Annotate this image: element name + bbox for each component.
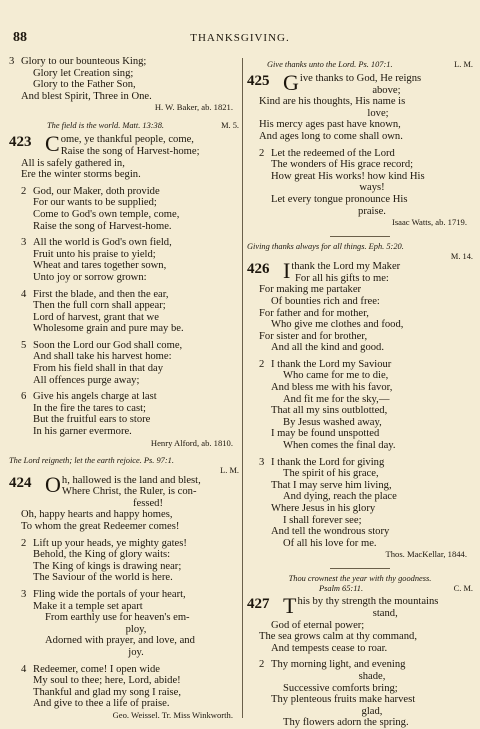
page-header — [0, 30, 480, 46]
line: I shall forever see; — [283, 514, 362, 526]
line: Fruit unto his praise to yield; — [33, 248, 156, 260]
line: For our wants to be supplied; — [33, 197, 157, 209]
meter: L. M. — [220, 465, 239, 475]
hymn-number: 424 — [9, 474, 32, 491]
verse — [247, 359, 473, 452]
hymn-heading-line-2 — [247, 584, 473, 594]
attribution: Geo. Weissel. Tr. Miss Winkworth. — [112, 709, 233, 720]
line: praise. — [358, 205, 386, 217]
line: Who came for me to die, — [283, 370, 389, 382]
verse-number: 2 — [259, 358, 265, 370]
line: And ages long to come shall own. — [259, 130, 403, 142]
line: Make it a temple set apart — [33, 600, 143, 612]
line: Let the redeemed of the Lord — [271, 147, 395, 159]
verse-number: 4 — [21, 288, 27, 300]
verse — [9, 391, 239, 437]
line: From his field shall in that day — [33, 363, 164, 375]
line: Thy plenteous fruits make harvest — [271, 694, 416, 706]
scripture-ref: Psalm 65:11. — [319, 584, 364, 594]
line: Soon the Lord our God shall come, — [33, 339, 183, 351]
verse-number: 4 — [21, 663, 27, 675]
line: above; — [372, 84, 401, 96]
line: All offences purge away; — [33, 374, 140, 386]
line: And tell the wondrous story — [271, 526, 390, 538]
line: All the world is God's own field, — [33, 237, 172, 249]
line: From earthly use for heaven's em- — [45, 612, 190, 624]
line: stand, — [372, 607, 398, 619]
line: For all his gifts to me: — [295, 272, 389, 284]
line: Give his angels charge at last — [33, 391, 157, 403]
line: The wonders of His grace record; — [271, 159, 414, 171]
line: ome, ye thankful people, come, — [60, 134, 194, 146]
line: My soul to thee; here, Lord, abide! — [33, 675, 181, 687]
hymn-426 — [247, 258, 473, 354]
verse — [9, 589, 239, 659]
line: That all my sins outblotted, — [271, 405, 388, 417]
line: Redeemer, come! I open wide — [33, 663, 160, 675]
line: And dying, reach the place — [283, 491, 397, 503]
hymn-number: 426 — [247, 261, 270, 278]
scripture-ref: Giving thanks always for all things. Eph. 5:20. — [247, 242, 404, 252]
line: fessed! — [133, 497, 164, 509]
line: love; — [367, 107, 389, 119]
line: I thank the Lord my Saviour — [271, 358, 392, 370]
verse — [9, 340, 239, 386]
line: Ere the winter storms begin. — [21, 169, 141, 181]
drop-cap: C — [45, 131, 60, 157]
section-rule — [330, 568, 390, 569]
line: And bless me with his favor, — [271, 382, 393, 394]
line: I thank the Lord for giving — [271, 456, 385, 468]
verse-number: 3 — [259, 456, 265, 468]
line: The sea grows calm at thy command, — [259, 631, 417, 643]
running-head: THANKSGIVING. — [190, 32, 290, 44]
verse — [247, 148, 473, 218]
line: I may be found unspotted — [271, 428, 380, 440]
line: The King of kings is drawing near; — [33, 560, 182, 572]
line: Oh, happy hearts and happy homes, — [21, 509, 173, 521]
line: And all the kind and good. — [271, 342, 384, 354]
line: Of bounties rich and free: — [271, 295, 380, 307]
verse-number: 6 — [21, 391, 27, 403]
line: Then the full corn shall appear; — [33, 300, 166, 312]
attribution: Isaac Watts, ab. 1719. — [391, 217, 467, 228]
line: Lift up your heads, ye mighty gates! — [33, 537, 187, 549]
line: The spirit of his grace, — [283, 468, 379, 480]
meter: M. 14. — [450, 252, 473, 262]
verse — [247, 659, 473, 729]
verse-number: 3 — [21, 588, 27, 600]
line: That I may serve him living, — [271, 479, 392, 491]
verse — [9, 289, 239, 335]
hymn-427 — [247, 593, 473, 654]
line: his by thy strength the mountains — [297, 596, 439, 608]
verse-number: 5 — [21, 339, 27, 351]
line: Glory to the Father Son, — [33, 79, 136, 91]
line: And give to thee a life of praise. — [33, 698, 170, 710]
line: His mercy ages past have known, — [259, 119, 401, 131]
hymn-424 — [9, 471, 239, 533]
scripture-ref: The field is the world. Matt. 13:38. — [47, 121, 165, 131]
line: Of all his love for me. — [283, 537, 377, 549]
line: joy. — [128, 646, 144, 658]
verse-number: 2 — [259, 659, 265, 671]
line: Kind are his thoughts, His name is — [259, 96, 406, 108]
line: In the fire the tares to cast; — [33, 402, 146, 414]
drop-cap: T — [283, 593, 297, 619]
line: And blest Spirit, Three in One. — [21, 90, 152, 102]
verse — [9, 186, 239, 232]
line: Thankful and glad my song I raise, — [33, 686, 181, 698]
meter: L. M. — [454, 60, 473, 69]
line: And tempests cease to roar. — [271, 642, 388, 654]
line: To whom the great Redeemer comes! — [21, 521, 180, 532]
line: ways! — [359, 182, 385, 194]
verse — [9, 538, 239, 584]
drop-cap: G — [283, 70, 299, 95]
verse-number: 3 — [21, 237, 27, 249]
line: All is safely gathered in, — [21, 157, 125, 169]
line: Unto joy or sorrow grown: — [33, 271, 147, 283]
prev-hymn-verse — [9, 56, 239, 102]
line: glad, — [361, 705, 383, 717]
line: Wheat and tares together sown, — [33, 260, 167, 272]
hymn-heading — [247, 242, 473, 252]
meter: M. 5. — [221, 121, 239, 131]
line: Glory to our bounteous King; — [21, 56, 147, 67]
line: Adorned with prayer, and love, and — [45, 635, 195, 647]
column-divider — [242, 58, 243, 718]
hymn-423 — [9, 131, 239, 181]
attribution: Henry Alford, ab. 1810. — [150, 437, 233, 448]
drop-cap: O — [45, 471, 61, 497]
line: When comes the final day. — [283, 440, 396, 452]
line: In his garner evermore. — [33, 426, 132, 438]
line: shade, — [358, 670, 386, 682]
line: Come to God's own temple, come, — [33, 208, 180, 220]
right-column — [247, 60, 473, 729]
line: Let every tongue pronounce His — [271, 193, 408, 205]
line: God, our Maker, doth provide — [33, 185, 160, 197]
line: By Jesus washed away, — [283, 416, 382, 428]
drop-cap: I — [283, 258, 291, 284]
line: God of eternal power; — [271, 619, 365, 631]
scripture-ref: The Lord reigneth; let the earth rejoice. Ps. 97:1. — [9, 455, 174, 465]
line: Fling wide the portals of your heart, — [33, 588, 186, 600]
line: Thy flowers adorn the spring. — [283, 717, 409, 729]
meter: C. M. — [453, 584, 473, 594]
line: First the blade, and then the ear, — [33, 288, 169, 300]
hymn-heading: Thou crownest the year with thy goodness. — [288, 574, 432, 584]
line: ive thanks to God, He reigns — [299, 73, 422, 84]
hymn-heading — [247, 60, 473, 70]
line: For father and for mother, — [259, 307, 369, 319]
line: Glory let Creation sing; — [33, 67, 134, 79]
line: And shall take his harvest home: — [33, 351, 172, 363]
line: For sister and for brother, — [259, 330, 368, 342]
page-number: 88 — [13, 30, 27, 45]
line: h, hallowed is the land and blest, — [61, 474, 201, 486]
line: Behold, the King of glory waits: — [33, 549, 171, 561]
line: Thy morning light, and evening — [271, 659, 406, 671]
hymn-425 — [247, 70, 473, 143]
line: Wholesome grain and pure may be. — [33, 323, 184, 335]
verse-number: 2 — [259, 147, 265, 159]
hymn-number: 427 — [247, 596, 270, 613]
line: The Saviour of the world is here. — [33, 572, 173, 584]
line: Successive comforts bring; — [283, 682, 398, 694]
line: For making me partaker — [259, 284, 362, 296]
verse-number: 2 — [21, 537, 27, 549]
line: thank the Lord my Maker — [291, 261, 401, 273]
attribution: Thos. MacKellar, 1844. — [385, 549, 467, 560]
line: ploy, — [125, 623, 147, 635]
hymn-number: 423 — [9, 134, 32, 151]
line: Who give me clothes and food, — [271, 319, 404, 331]
section-rule — [330, 236, 390, 237]
attribution: H. W. Baker, ab. 1821. — [154, 102, 233, 113]
verse — [247, 457, 473, 550]
line: And fit me for the sky,— — [283, 393, 390, 405]
line: Where Jesus in his glory — [271, 503, 376, 514]
hymn-heading — [9, 121, 239, 131]
line: How great His works! how kind His — [271, 170, 425, 182]
verse-number: 2 — [21, 185, 27, 197]
hymn-heading — [9, 456, 239, 466]
verse — [9, 664, 239, 710]
line: Lord of harvest, grant that we — [33, 311, 159, 323]
line: Where Christ, the Ruler, is con- — [61, 486, 197, 498]
left-column — [9, 56, 239, 720]
line: But the fruitful ears to store — [33, 414, 151, 426]
verse-number: 3 — [9, 56, 15, 67]
line: Raise the song of Harvest-home; — [60, 145, 200, 157]
line: Raise the song of Harvest-home. — [33, 220, 172, 232]
hymn-number: 425 — [247, 73, 270, 89]
scripture-ref: Give thanks unto the Lord. Ps. 107:1. — [267, 60, 393, 69]
verse — [9, 237, 239, 283]
